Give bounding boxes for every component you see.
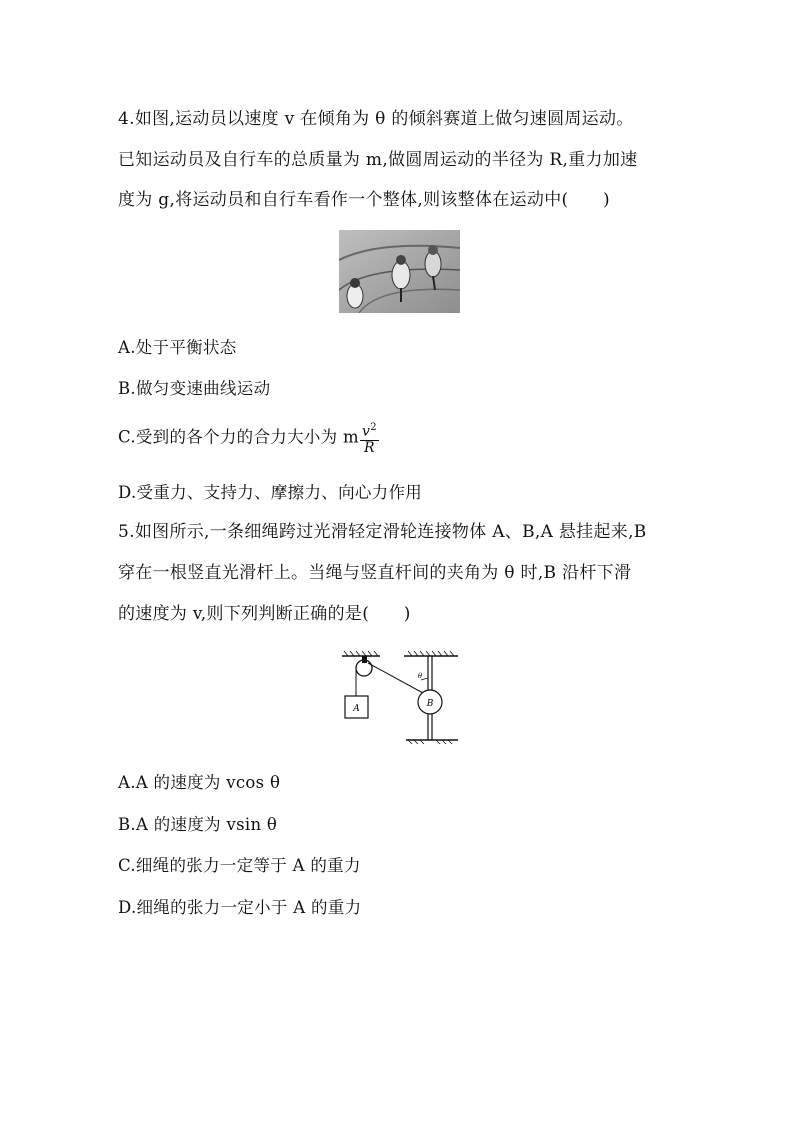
fraction-denominator: R — [364, 439, 375, 456]
q5-stem-line-2: 穿在一根竖直光滑杆上。当绳与竖直杆间的夹角为 θ 时,B 沿杆下滑 — [118, 563, 632, 583]
q4-option-c — [118, 420, 379, 456]
q5-stem-line-1: 5.如图所示,一条细绳跨过光滑轻定滑轮连接物体 A、B,A 悬挂起来,B — [118, 522, 647, 542]
q4-option-b: B.做匀变速曲线运动 — [118, 379, 271, 398]
q5-option-a: A.A 的速度为 vcos θ — [118, 773, 281, 792]
ball-b-label: B — [426, 699, 434, 709]
q4-option-c-text: C.受到的各个力的合力大小为 m — [118, 427, 359, 447]
q5-option-d: D.细绳的张力一定小于 A 的重力 — [118, 898, 362, 917]
q4-stem-line-3: 度为 g,将运动员和自行车看作一个整体,则该整体在运动中( ) — [118, 190, 610, 210]
q4-stem-line-2: 已知运动员及自行车的总质量为 m,做圆周运动的半径为 R,重力加速 — [118, 150, 638, 170]
q4-option-d: D.受重力、支持力、摩擦力、向心力作用 — [118, 483, 423, 502]
q5-option-b: B.A 的速度为 vsin θ — [118, 815, 278, 834]
q4-option-a: A.处于平衡状态 — [118, 338, 237, 357]
angle-label: θ — [417, 672, 423, 680]
fraction-exponent: 2 — [370, 422, 377, 433]
q4-option-c-fraction — [360, 420, 379, 456]
pulley-diagram — [340, 648, 460, 744]
q5-stem-line-3: 的速度为 v,则下列判断正确的是( ) — [118, 604, 411, 624]
cyclists-photo — [339, 230, 460, 313]
block-a-label: A — [353, 704, 360, 714]
q4-stem-line-1: 4.如图,运动员以速度 v 在倾角为 θ 的倾斜赛道上做匀速圆周运动。 — [118, 109, 634, 129]
fraction-numerator: v — [361, 423, 371, 440]
q5-option-c: C.细绳的张力一定等于 A 的重力 — [118, 856, 361, 875]
